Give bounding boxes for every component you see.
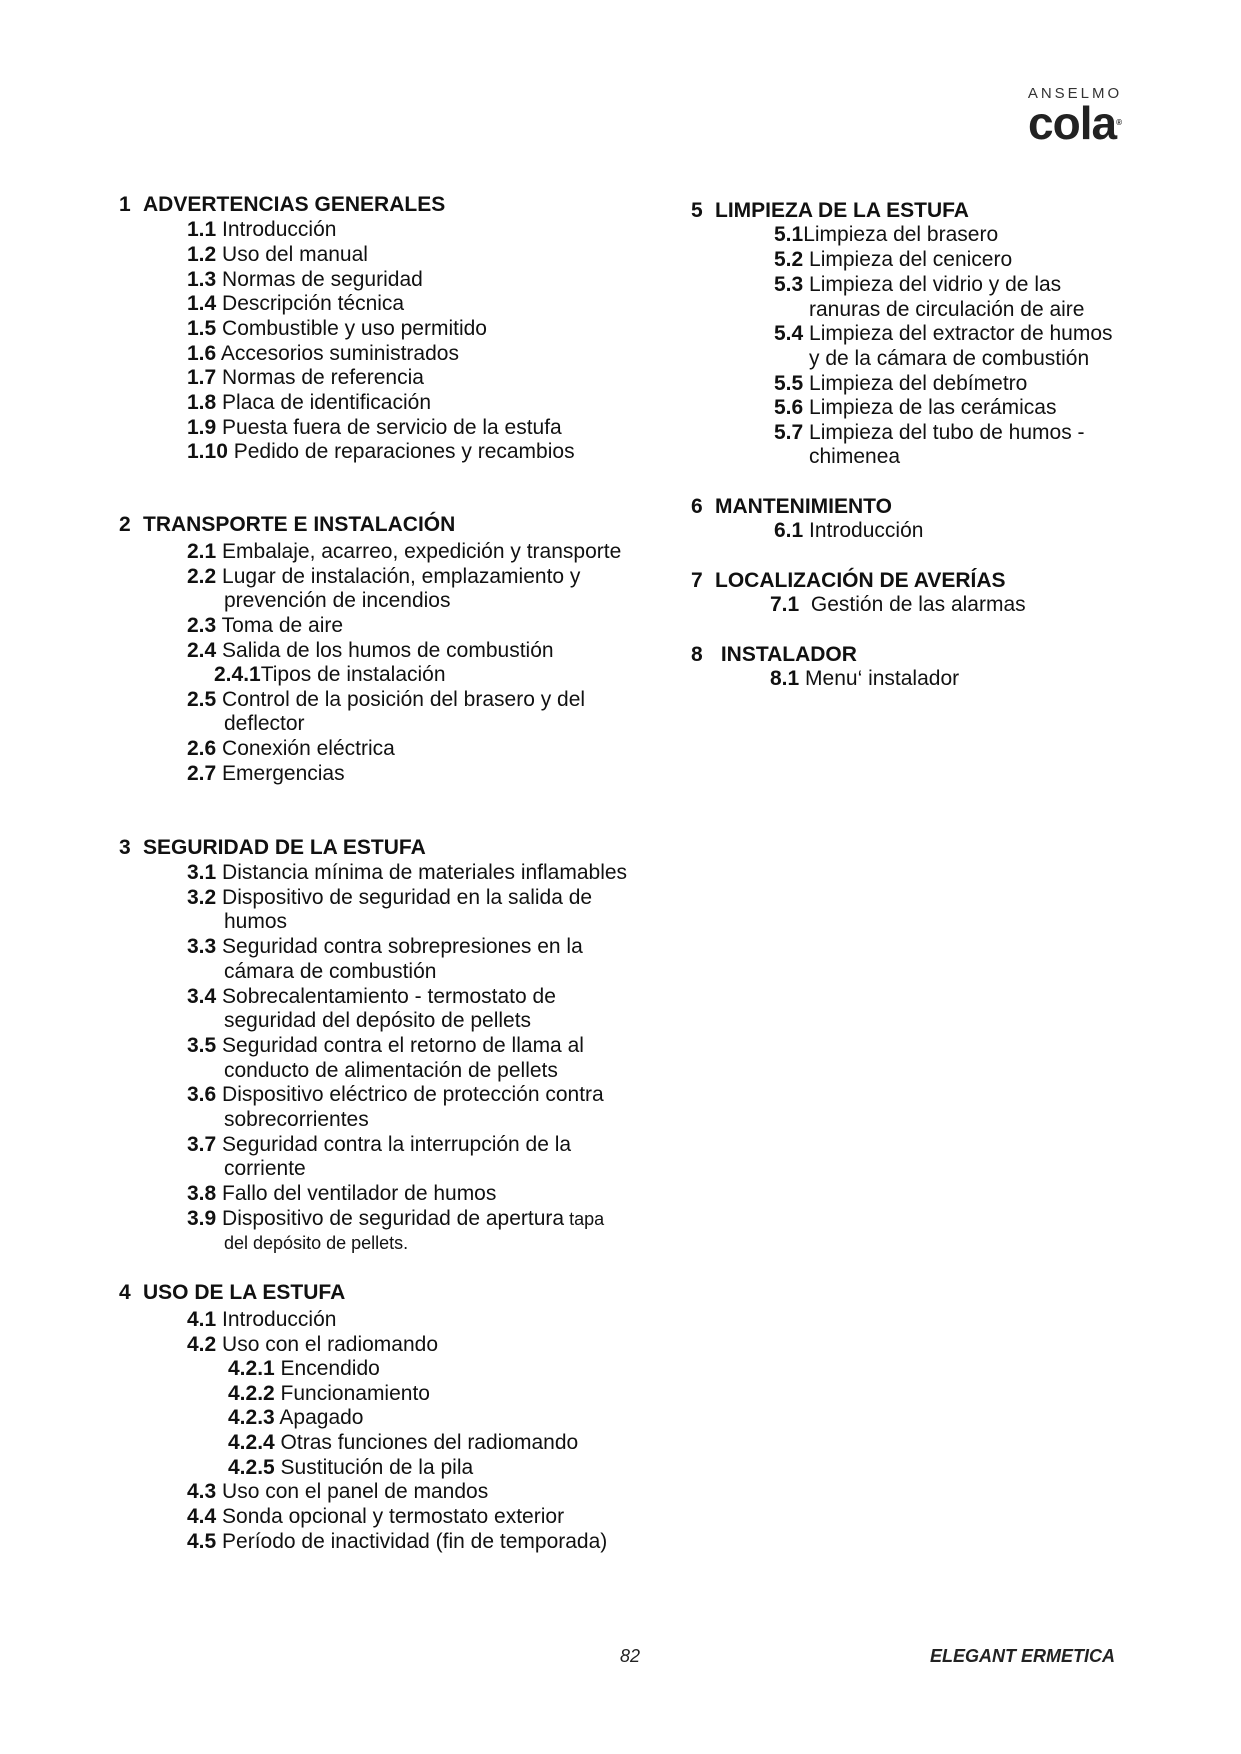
toc-item-1-8: 1.8 Placa de identificación [187, 391, 432, 414]
toc-item-5-4: 5.4 Limpieza del extractor de humos [774, 322, 1113, 345]
logo-top-text: ANSELMO [1027, 85, 1123, 102]
toc-item-1-2: 1.2 Uso del manual [187, 243, 368, 266]
toc-item-6-1: 6.1 Introducción [774, 519, 924, 542]
toc-item-1-1: 1.1 Introducción [187, 218, 337, 241]
toc-item-2-4: 2.4 Salida de los humos de combustión [187, 639, 554, 662]
toc-item-5-1: 5.1Limpieza del brasero [774, 223, 999, 246]
toc-item-5-3: 5.3 Limpieza del vidrio y de las [774, 273, 1062, 296]
toc-item-3-3-cont: cámara de combustión [224, 960, 437, 983]
toc-item-5-4-cont: y de la cámara de combustión [809, 347, 1090, 370]
toc-item-3-8: 3.8 Fallo del ventilador de humos [187, 1182, 497, 1205]
toc-item-1-10: 1.10 Pedido de reparaciones y recambios [187, 440, 575, 463]
toc-item-1-5: 1.5 Combustible y uso permitido [187, 317, 487, 340]
toc-item-3-4-cont: seguridad del depósito de pellets [224, 1009, 532, 1032]
section-5-heading: 5 LIMPIEZA DE LA ESTUFA [691, 199, 969, 222]
toc-item-3-7-cont: corriente [224, 1157, 306, 1180]
toc-item-2-6: 2.6 Conexión eléctrica [187, 737, 395, 760]
toc-item-1-6: 1.6 Accesorios suministrados [187, 342, 459, 365]
toc-item-3-2-cont: humos [224, 910, 288, 933]
toc-item-4-2-3: 4.2.3 Apagado [228, 1406, 364, 1429]
toc-item-7-1: 7.1 Gestión de las alarmas [770, 593, 1026, 616]
toc-item-1-4: 1.4 Descripción técnica [187, 292, 405, 315]
toc-item-5-5: 5.5 Limpieza del debímetro [774, 372, 1028, 395]
toc-item-3-3: 3.3 Seguridad contra sobrepresiones en la [187, 935, 583, 958]
toc-item-2-5: 2.5 Control de la posición del brasero y del [187, 688, 586, 711]
toc-item-2-3: 2.3 Toma de aire [187, 614, 344, 637]
toc-item-4-4: 4.4 Sonda opcional y termostato exterior [187, 1505, 565, 1528]
toc-item-3-7: 3.7 Seguridad contra la interrupción de la [187, 1133, 572, 1156]
toc-item-5-7-cont: chimenea [809, 445, 901, 468]
section-8-heading: 8 INSTALADOR [691, 643, 857, 666]
toc-item-3-9-cont: del depósito de pellets. [224, 1233, 409, 1253]
product-model-name: ELEGANT ERMETICA [930, 1646, 1116, 1666]
logo-main-text: cola® [1028, 97, 1122, 149]
toc-item-4-2-1: 4.2.1 Encendido [228, 1357, 380, 1380]
section-4-heading: 4 USO DE LA ESTUFA [119, 1281, 346, 1304]
section-6-heading: 6 MANTENIMIENTO [691, 495, 892, 518]
toc-item-5-6: 5.6 Limpieza de las cerámicas [774, 396, 1057, 419]
toc-item-4-2-5: 4.2.5 Sustitución de la pila [228, 1456, 474, 1479]
toc-item-1-7: 1.7 Normas de referencia [187, 366, 424, 389]
brand-logo [1020, 85, 1130, 149]
toc-item-8-1: 8.1 Menu‘ instalador [770, 667, 960, 690]
toc-item-3-1: 3.1 Distancia mínima de materiales inflamables [187, 861, 628, 884]
toc-item-2-5-cont: deflector [224, 712, 305, 735]
toc-item-3-6: 3.6 Dispositivo eléctrico de protección contra [187, 1083, 604, 1106]
toc-item-3-9: 3.9 Dispositivo de seguridad de apertura tapa [187, 1207, 605, 1230]
toc-item-1-9: 1.9 Puesta fuera de servicio de la estufa [187, 416, 562, 439]
toc-item-4-1: 4.1 Introducción [187, 1308, 337, 1331]
toc-item-2-7: 2.7 Emergencias [187, 762, 345, 785]
toc-item-5-3-cont: ranuras de circulación de aire [809, 298, 1085, 321]
toc-item-2-1: 2.1 Embalaje, acarreo, expedición y transporte [187, 540, 622, 563]
toc-item-2-2-cont: prevención de incendios [224, 589, 451, 612]
toc-item-4-5: 4.5 Período de inactividad (fin de temporada) [187, 1530, 608, 1553]
toc-item-5-7: 5.7 Limpieza del tubo de humos - [774, 421, 1085, 444]
page-number: 82 [620, 1646, 641, 1666]
toc-item-3-4: 3.4 Sobrecalentamiento - termostato de [187, 985, 556, 1008]
toc-item-4-2-2: 4.2.2 Funcionamiento [228, 1382, 430, 1405]
toc-item-3-2: 3.2 Dispositivo de seguridad en la salida de [187, 886, 593, 909]
toc-item-2-2: 2.2 Lugar de instalación, emplazamiento y [187, 565, 581, 588]
toc-item-3-6-cont: sobrecorrientes [224, 1108, 369, 1131]
section-7-heading: 7 LOCALIZACIÓN DE AVERÍAS [691, 569, 1006, 592]
section-2-heading: 2 TRANSPORTE E INSTALACIÓN [119, 513, 456, 536]
toc-item-5-2: 5.2 Limpieza del cenicero [774, 248, 1013, 271]
toc-item-3-5: 3.5 Seguridad contra el retorno de llama al [187, 1034, 584, 1057]
section-1-heading: 1 ADVERTENCIAS GENERALES [119, 193, 446, 216]
toc-item-1-3: 1.3 Normas de seguridad [187, 268, 423, 291]
toc-item-2-4-1: 2.4.1Tipos de instalación [214, 663, 446, 686]
toc-item-4-3: 4.3 Uso con el panel de mandos [187, 1480, 489, 1503]
toc-item-4-2-4: 4.2.4 Otras funciones del radiomando [228, 1431, 579, 1454]
toc-item-4-2: 4.2 Uso con el radiomando [187, 1333, 438, 1356]
toc-item-3-5-cont: conducto de alimentación de pellets [224, 1059, 558, 1082]
section-3-heading: 3 SEGURIDAD DE LA ESTUFA [119, 836, 426, 859]
